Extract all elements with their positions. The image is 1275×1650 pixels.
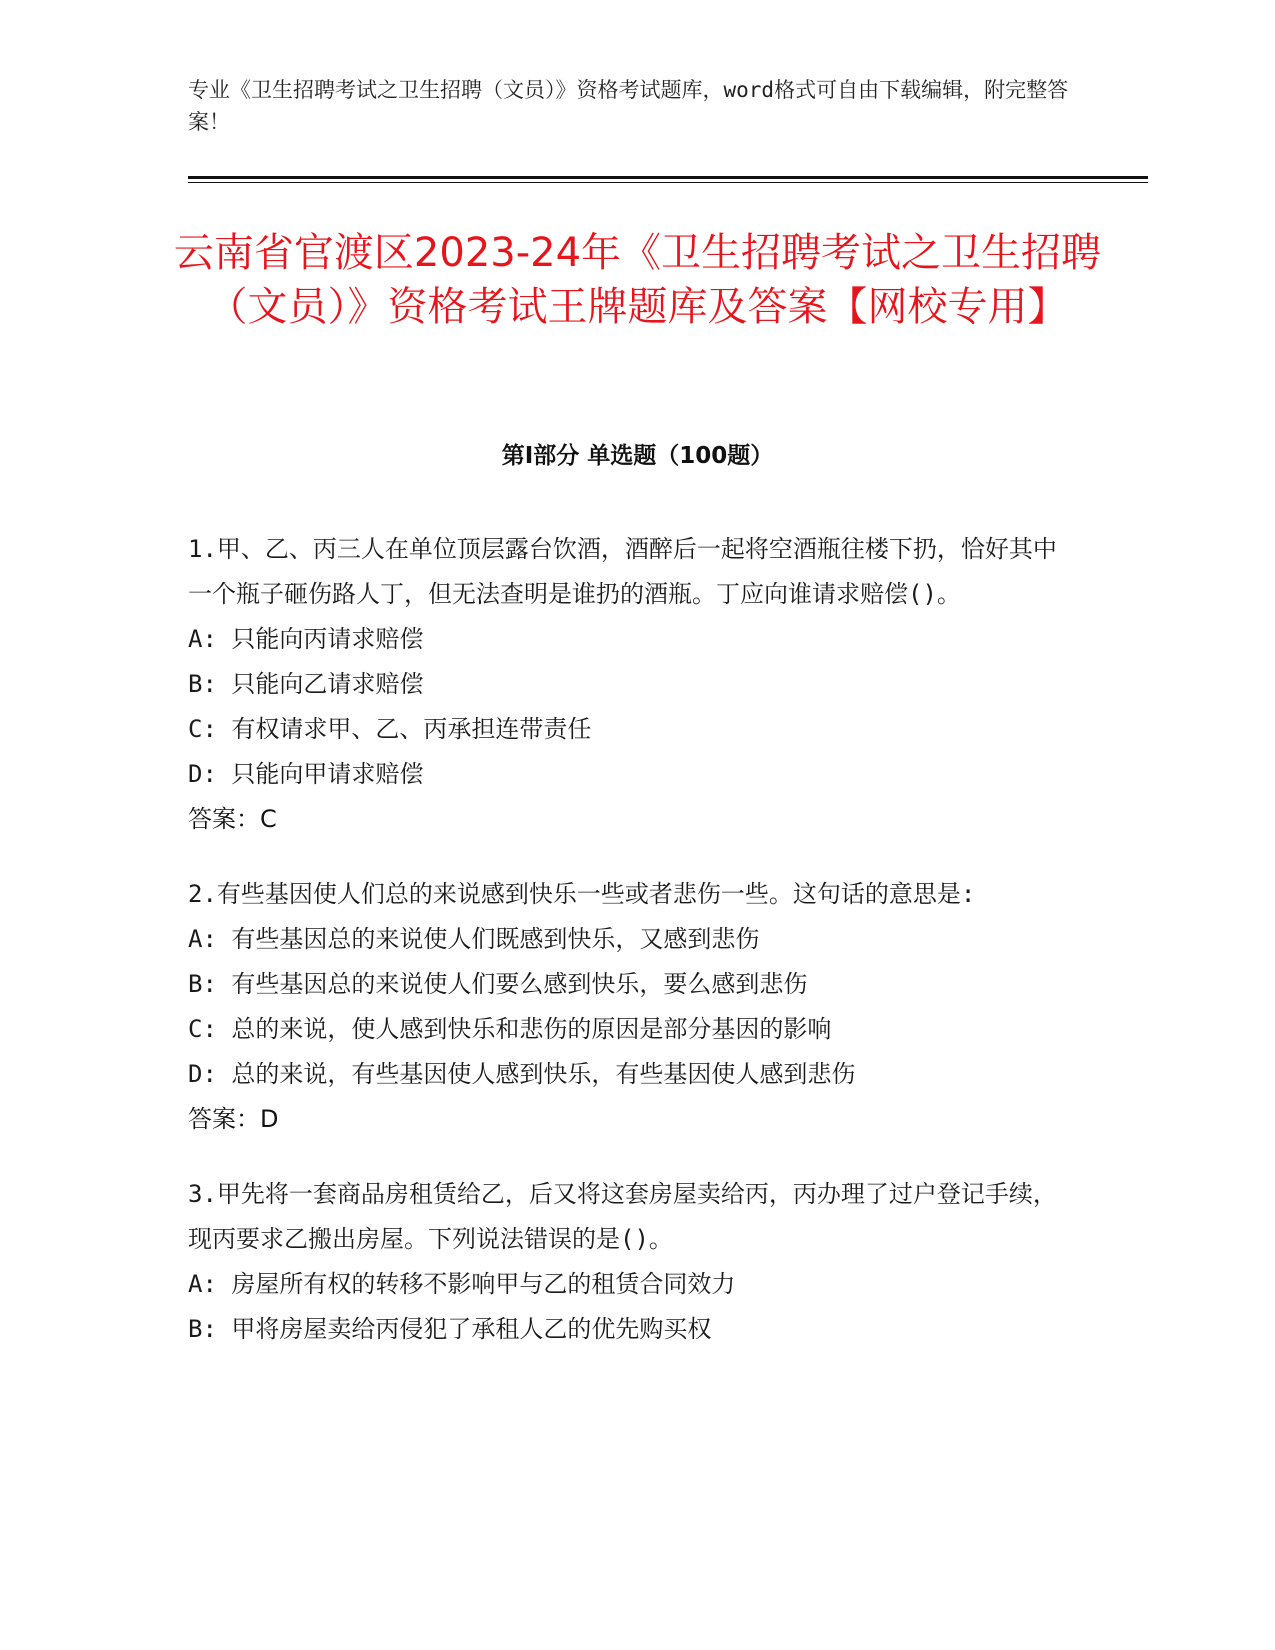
option-b: B: 甲将房屋卖给丙侵犯了承租人乙的优先购买权 bbox=[188, 1315, 712, 1343]
question-stem: 1.甲、乙、丙三人在单位顶层露台饮酒，酒醉后一起将空酒瓶往楼下扔，恰好其中一个瓶子砸伤路人丁，但无法查明是谁扔的酒瓶。丁应向谁请求赔偿()。 bbox=[188, 535, 1057, 608]
option-c: C: 总的来说，使人感到快乐和悲伤的原因是部分基因的影响 bbox=[188, 1015, 832, 1043]
document-title: 云南省官渡区2023-24年《卫生招聘考试之卫生招聘（文员）》资格考试王牌题库及答案【网校专用】 bbox=[173, 230, 1102, 330]
option-a: A: 有些基因总的来说使人们既感到快乐，又感到悲伤 bbox=[188, 925, 760, 953]
option-a: A: 房屋所有权的转移不影响甲与乙的租赁合同效力 bbox=[188, 1270, 736, 1298]
header-note: 专业《卫生招聘考试之卫生招聘（文员）》资格考试题库，word格式可自由下载编辑，附完整答案！ bbox=[188, 78, 1069, 134]
question-list bbox=[188, 527, 1078, 1382]
question-2 bbox=[188, 872, 1078, 1142]
option-b: B: 有些基因总的来说使人们要么感到快乐，要么感到悲伤 bbox=[188, 970, 808, 998]
answer: 答案：D bbox=[188, 1105, 279, 1133]
question-3 bbox=[188, 1172, 1078, 1352]
option-d: D: 总的来说，有些基因使人感到快乐，有些基因使人感到悲伤 bbox=[188, 1060, 856, 1088]
option-b: B: 只能向乙请求赔偿 bbox=[188, 670, 424, 698]
section-title: 第Ⅰ部分 单选题（100题） bbox=[501, 443, 774, 469]
answer: 答案：C bbox=[188, 805, 277, 833]
question-stem: 3.甲先将一套商品房租赁给乙，后又将这套房屋卖给丙，丙办理了过户登记手续，现丙要求乙搬出房屋。下列说法错误的是()。 bbox=[188, 1180, 1057, 1253]
question-stem: 2.有些基因使人们总的来说感到快乐一些或者悲伤一些。这句话的意思是: bbox=[188, 880, 976, 908]
option-a: A: 只能向丙请求赔偿 bbox=[188, 625, 424, 653]
header-divider-thick bbox=[188, 176, 1148, 179]
header-divider-thin bbox=[188, 182, 1148, 183]
option-c: C: 有权请求甲、乙、丙承担连带责任 bbox=[188, 715, 592, 743]
option-d: D: 只能向甲请求赔偿 bbox=[188, 760, 424, 788]
question-1 bbox=[188, 527, 1078, 842]
